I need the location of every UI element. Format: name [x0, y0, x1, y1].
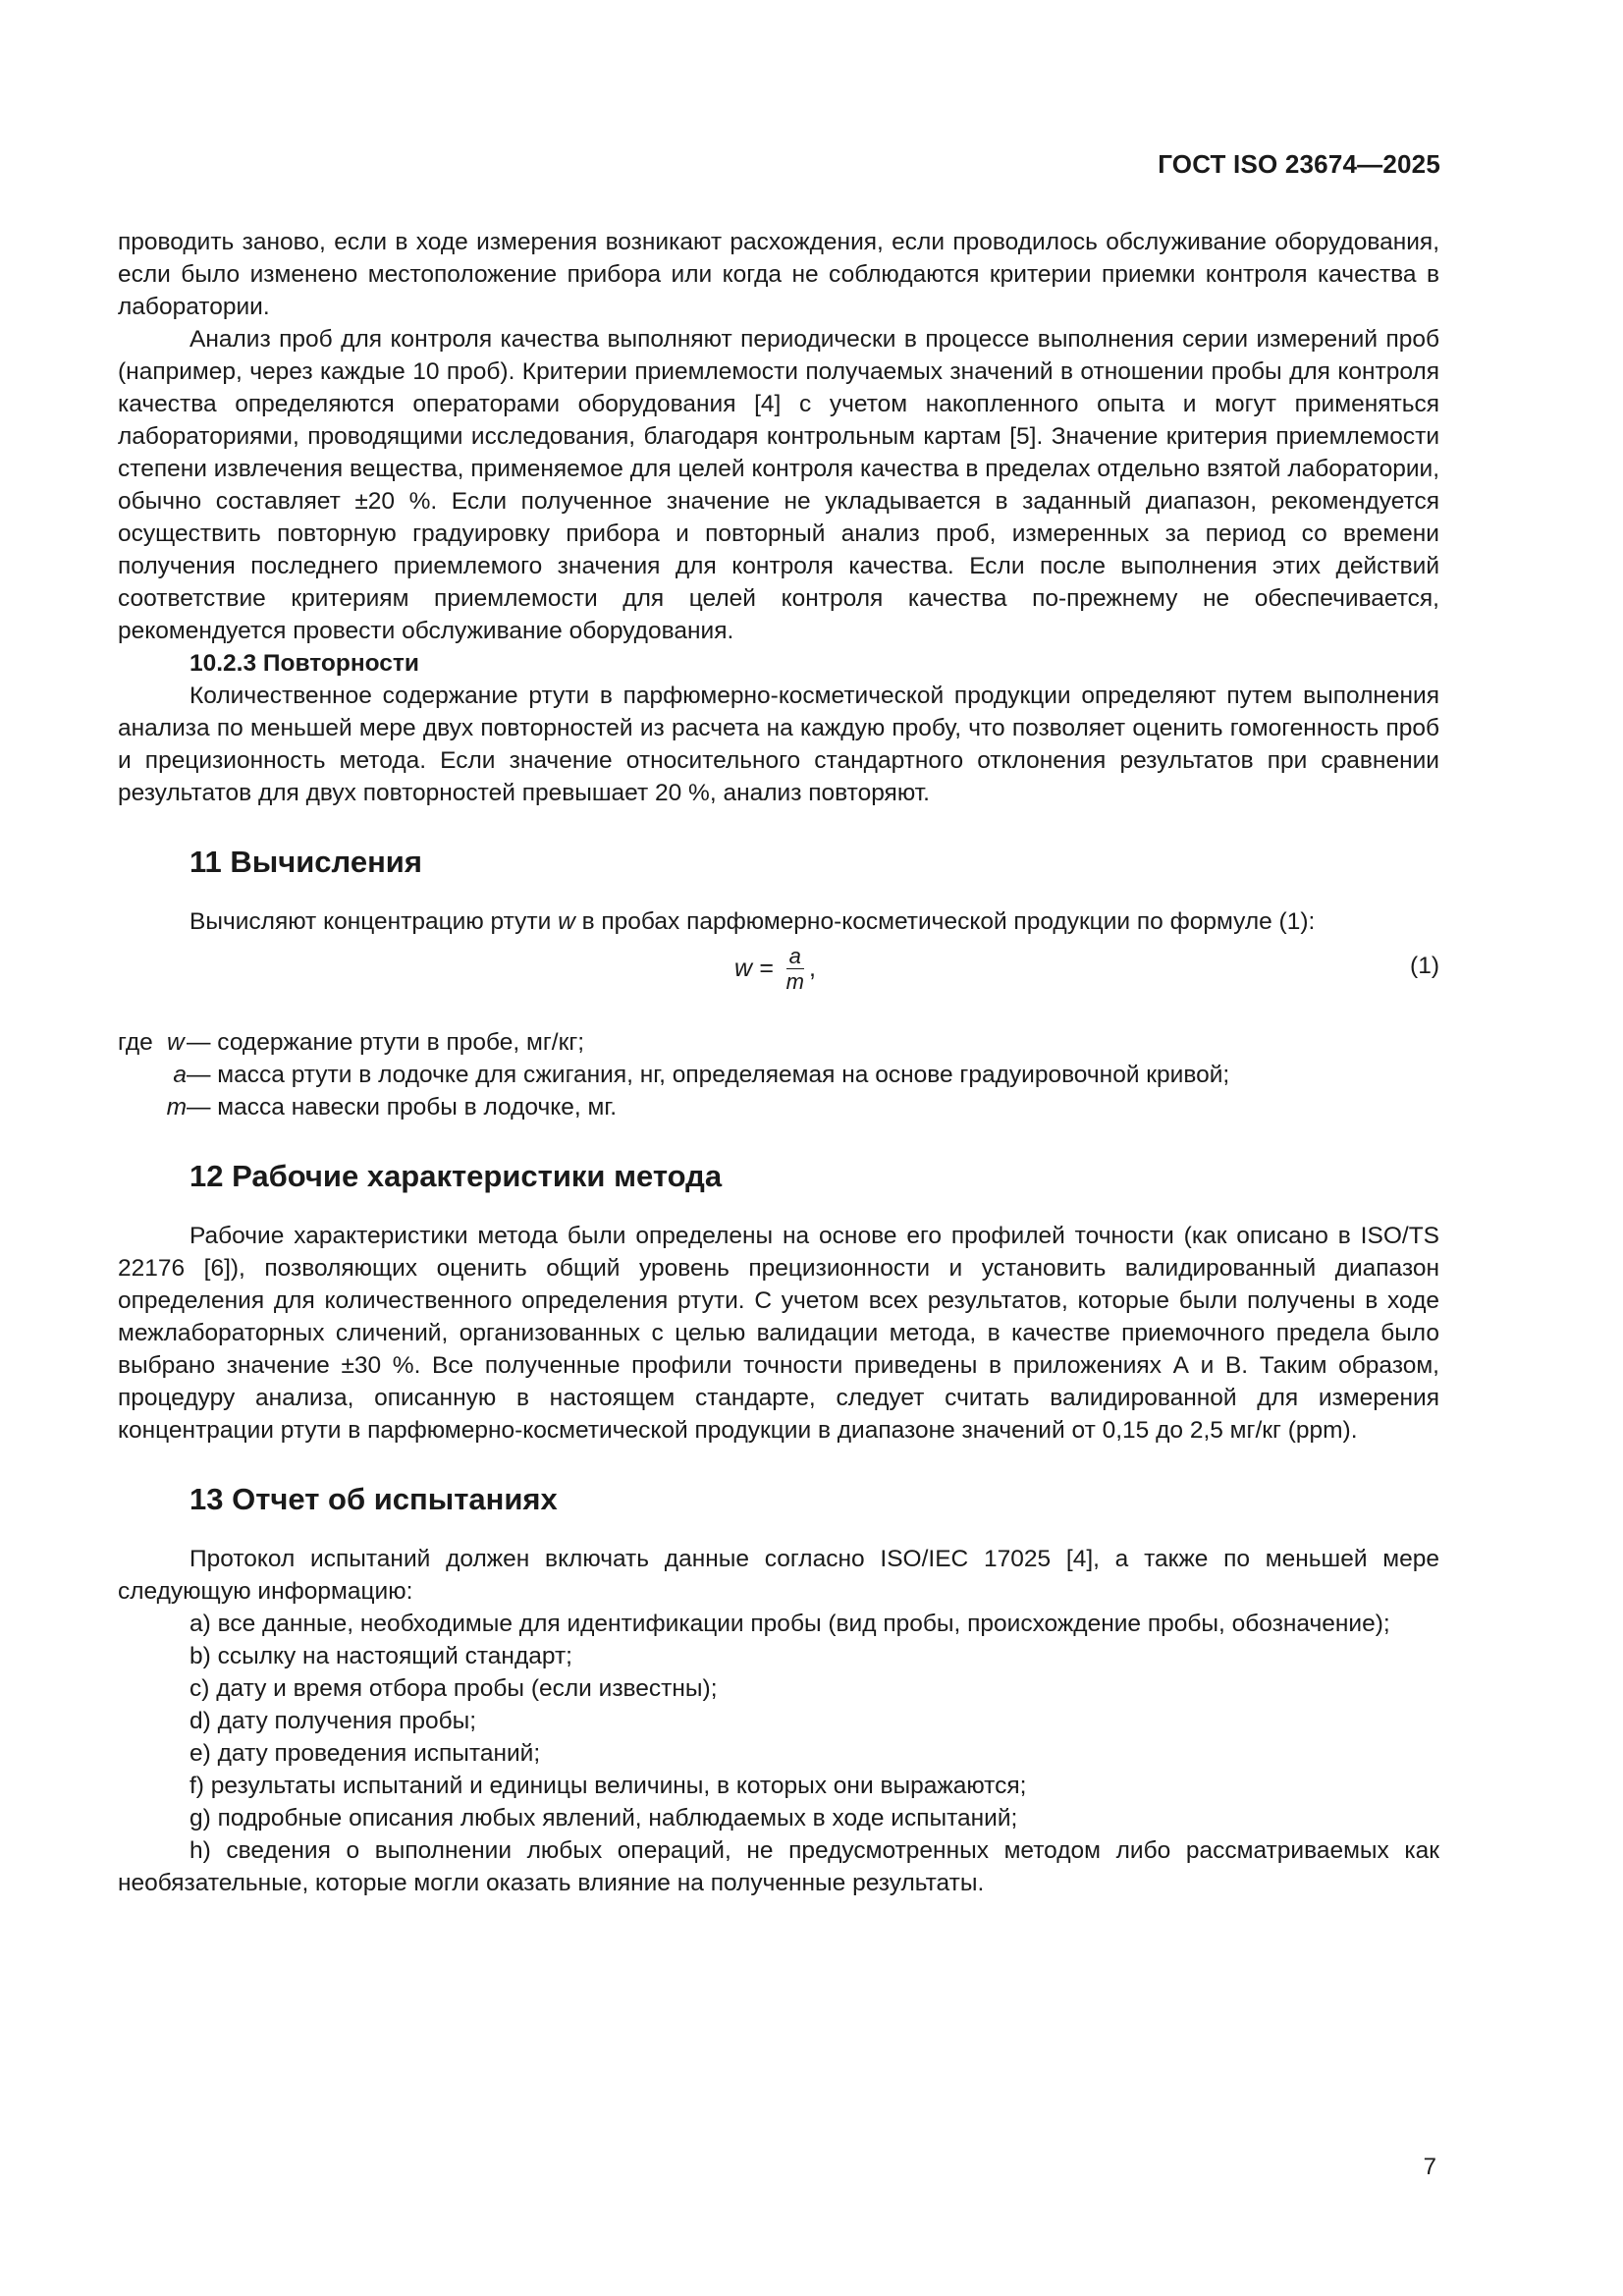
formula-fraction: [784, 944, 807, 994]
definition-row: [118, 1059, 1439, 1091]
definition-text: — масса ртути в лодочке для сжигания, нг, определяемая на основе градуировочной кривой;: [187, 1062, 1230, 1088]
definition-text: — содержание ртути в пробе, мг/кг;: [187, 1029, 585, 1056]
intro-text-before: Вычисляют концентрацию ртути: [189, 908, 559, 935]
subsection-title: 10.2.3 Повторности: [189, 650, 419, 677]
section-12-text: Рабочие характеристики метода были определены на основе его профилей точности (как описано в ISO/TS 22176 [6]), позволяющих оценить общий уровень прецизионности и установить валидированный диапазон определения для количественного определения ртути. С учетом всех результатов, которые были получены в ходе межлабораторных сличений, организованных с целью валидации метода, в качестве приемочного предела было выбрано значение ±30 %. Все полученные профили точности приведены в приложениях А и В. Таким образом, процедуру анализа, описанную в настоящем стандарте, следует считать валидированной для измерения концентрации ртути в парфюмерно-косметической продукции в диапазоне значений от 0,15 до 2,5 мг/кг (ppm).: [118, 1223, 1439, 1444]
paragraph-quality-control: Анализ проб для контроля качества выполняют периодически в процессе выполнения серии измерений проб (например, через каждые 10 проб). Критерии приемлемости получаемых значений в отношении пробы для контроля качества определяются операторами оборудования [4] с учетом накопленного опыта и могут применяться лабораториями, проводящими исследования, благодаря контрольным картам [5]. Значение критерия приемлемости степени извлечения вещества, применяемое для целей контроля качества в пределах отдельно взятой лаборатории, обычно составляет ±20 %. Если полученное значение не укладывается в заданный диапазон, рекомендуется осуществить повторную градуировку прибора и повторный анализ проб, измеренных за период со времени получения последнего приемлемого значения для контроля качества. Если после выполнения этих действий соответствие критериям приемлемости для целей контроля качества по-прежнему не обеспечивается, рекомендуется провести обслуживание оборудования.: [118, 326, 1439, 644]
variable-definitions: [118, 1026, 1439, 1123]
section-11-title: 11 Вычисления: [189, 845, 422, 879]
definition-row: [118, 1026, 1439, 1059]
formula-numerator: a: [786, 944, 804, 969]
list-item: g) подробные описания любых явлений, наблюдаемых в ходе испытаний;: [189, 1805, 1018, 1831]
section-12-title: 12 Рабочие характеристики метода: [189, 1159, 723, 1193]
list-item: e) дату проведения испытаний;: [189, 1740, 541, 1767]
paragraph-replicates: Количественное содержание ртути в парфюмерно-косметической продукции определяют путем выполнения анализа по меньшей мере двух повторностей из расчета на каждую пробу, что позволяет оценить гомогенность проб и прецизионность метода. Если значение относительного стандартного отклонения результатов при сравнении результатов для двух повторностей превышает 20 %, анализ повторяют.: [118, 683, 1439, 806]
report-items-list: [118, 1608, 1439, 1899]
list-item: f) результаты испытаний и единицы величины, в которых они выражаются;: [189, 1773, 1027, 1799]
paragraph-continued: проводить заново, если в ходе измерения возникают расхождения, если проводилось обслуживание оборудования, если было изменено местоположение прибора или когда не соблюдаются критерии приемки контроля качества в лаборатории.: [118, 229, 1439, 320]
where-lead: где: [118, 1029, 153, 1056]
page-number: 7: [1423, 2154, 1436, 2180]
formula-denominator: m: [785, 969, 804, 994]
list-item: c) дату и время отбора пробы (если известны);: [189, 1675, 718, 1702]
formula-1: [118, 938, 1439, 1009]
document-header: ГОСТ ISO 23674—2025: [1158, 149, 1440, 179]
list-item: a) все данные, необходимые для идентификации пробы (вид пробы, происхождение пробы, обозначение);: [189, 1611, 1390, 1637]
formula-expression: [734, 944, 816, 994]
definition-symbol: w: [167, 1029, 185, 1056]
definition-text: — масса навески пробы в лодочке, мг.: [187, 1094, 618, 1121]
document-body: [118, 226, 1439, 1899]
section-13-intro: Протокол испытаний должен включать данные согласно ISO/IEC 17025 [4], а также по меньшей мере следующую информацию:: [118, 1546, 1439, 1605]
intro-variable: w: [558, 908, 575, 935]
list-item: h) сведения о выполнении любых операций, не предусмотренных методом либо рассматриваемых как необязательные, которые могли оказать влияние на полученные результаты.: [118, 1837, 1439, 1896]
definition-row: [118, 1091, 1439, 1123]
intro-text-after: в пробах парфюмерно-косметической продукции по формуле (1):: [574, 908, 1316, 935]
section-11-intro: [118, 905, 1439, 938]
formula-comma: ,: [808, 955, 816, 982]
definition-symbol: m: [166, 1094, 187, 1121]
formula-lhs: w =: [734, 955, 774, 982]
list-item: d) дату получения пробы;: [189, 1708, 477, 1734]
list-item: b) ссылку на настоящий стандарт;: [189, 1643, 572, 1669]
definition-symbol: a: [173, 1062, 187, 1088]
formula-number: (1): [1410, 953, 1439, 979]
section-13-title: 13 Отчет об испытаниях: [189, 1482, 558, 1516]
